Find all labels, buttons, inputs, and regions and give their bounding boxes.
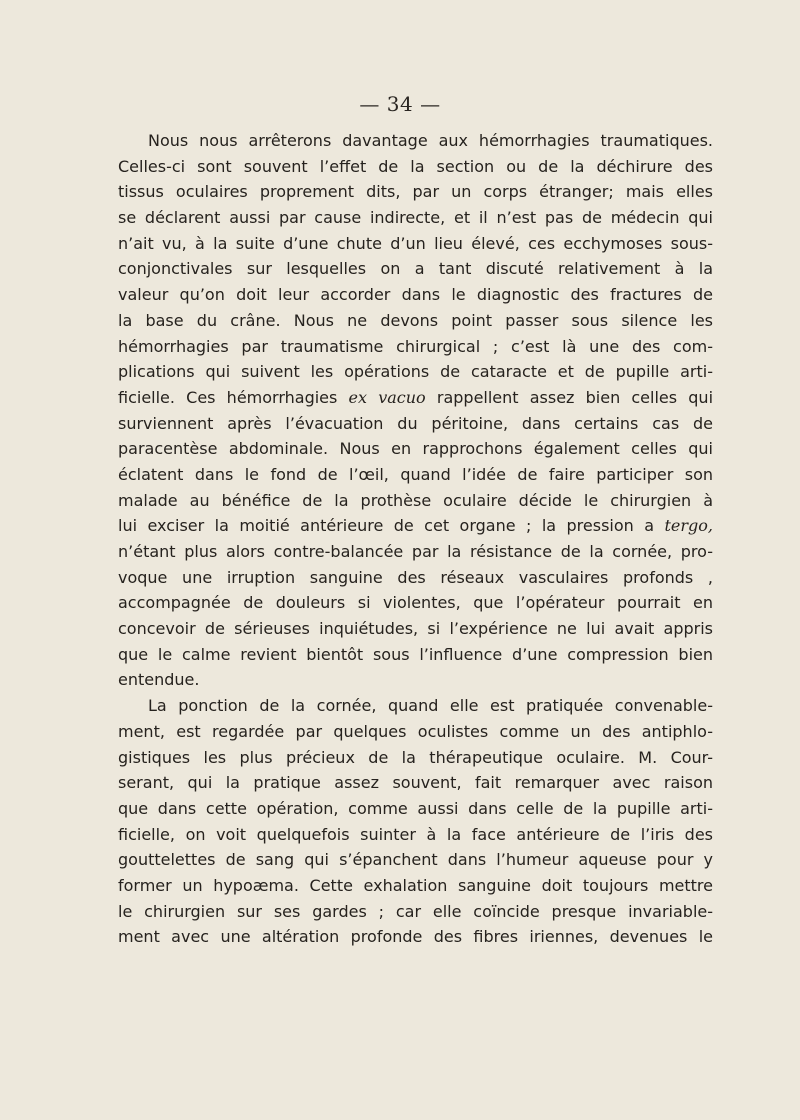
text-line: ficielle, on voit quelquefois suinter à la face antérieure de l’iris des (118, 824, 713, 844)
text-line: former un hypoæma. Cette exhalation sanguine doit toujours mettre (118, 875, 713, 895)
text-line: plications qui suivent les opérations de cataracte et de pupille arti- (118, 362, 713, 382)
text-line: que dans cette opération, comme aussi dans celle de la pupille arti- (118, 798, 713, 818)
text-line: éclatent dans le fond de l’œil, quand l’idée de faire participer son (118, 464, 713, 484)
paragraph-2 (118, 693, 713, 950)
text-line: valeur qu’on doit leur accorder dans le diagnostic des fractures de (118, 285, 713, 305)
text-line: n’ait vu, à la suite d’une chute d’un lieu élevé, ces ecchymoses sous- (118, 233, 713, 253)
text-line: n’étant plus alors contre-balancée par la résistance de la cornée, pro- (118, 542, 713, 561)
text-line: gouttelettes de sang qui s’épanchent dans l’humeur aqueuse pour y (118, 850, 713, 870)
text-line: tissus oculaires proprement dits, par un corps étranger; mais elles (118, 182, 713, 202)
text-line: malade au bénéfice de la prothèse oculaire décide le chirurgien à (118, 490, 713, 510)
text-line: ficielle. Ces hémorrhagies ex vacuo rappellent assez bien celles qui (118, 387, 714, 407)
text-line: que le calme revient bientôt sous l’influence d’une compression bien (118, 644, 713, 664)
text-line: Celles-ci sont souvent l’effet de la section ou de la déchirure des (118, 156, 713, 176)
text-line: accompagnée de douleurs si violentes, que l’opérateur pourrait en (118, 593, 713, 613)
body-text (118, 128, 713, 950)
text-line: ment, est regardée par quelques oculistes comme un des antiphlo- (118, 721, 713, 741)
text-line: entendue. (118, 670, 200, 690)
text-line: ment avec une altération profonde des fibres iriennes, devenues le (118, 927, 713, 947)
text-line: surviennent après l’évacuation du péritoine, dans certains cas de (118, 413, 713, 433)
italic-phrase: tergo, (664, 516, 713, 536)
italic-phrase: ex vacuo (348, 387, 426, 407)
page-number: — 34 — (359, 92, 441, 116)
text-line: lui exciser la moitié antérieure de cet organe ; la pression a tergo, (118, 516, 713, 536)
text-line: conjonctivales sur lesquelles on a tant discuté relativement à la (118, 259, 713, 279)
text-line: concevoir de sérieuses inquiétudes, si l’expérience ne lui avait appris (118, 619, 713, 639)
text-line: Nous nous arrêterons davantage aux hémorrhagies traumatiques. (148, 131, 713, 150)
text-line: paracentèse abdominale. Nous en rapprochons également celles qui (118, 439, 713, 459)
paragraph-1 (118, 128, 713, 693)
text-line: le chirurgien sur ses gardes ; car elle coïncide presque invariable- (118, 901, 713, 921)
text-line: gistiques les plus précieux de la thérapeutique oculaire. M. Cour- (118, 747, 713, 767)
text-line: La ponction de la cornée, quand elle est pratiquée convenable- (148, 696, 713, 716)
text-line: la base du crâne. Nous ne devons point passer sous silence les (118, 310, 713, 330)
text-line: voque une irruption sanguine des réseaux vasculaires profonds , (118, 567, 713, 587)
text-line: serant, qui la pratique assez souvent, fait remarquer avec raison (118, 773, 713, 793)
text-line: se déclarent aussi par cause indirecte, et il n’est pas de médecin qui (118, 208, 713, 228)
text-line: hémorrhagies par traumatisme chirurgical ; c’est là une des com- (118, 336, 713, 356)
